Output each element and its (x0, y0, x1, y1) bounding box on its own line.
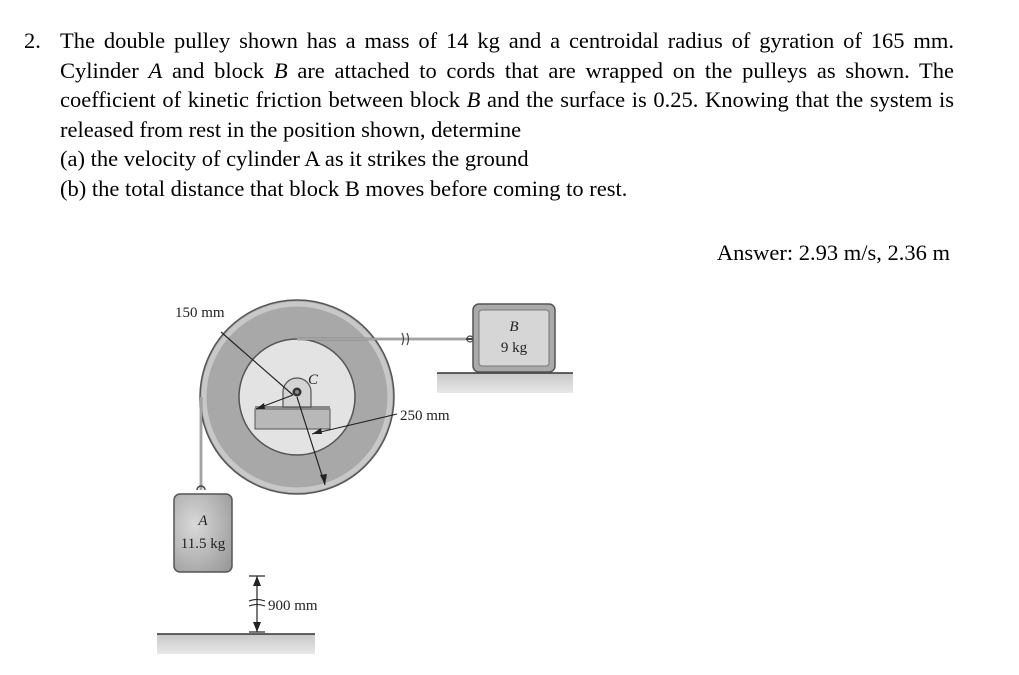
ground-a (157, 634, 315, 654)
cylinder-a-name: A (198, 513, 208, 529)
ground-b (437, 373, 573, 393)
problem-text: The double pulley shown has a mass of 14 kg and a centroidal radius of gyration of 165 mm. Cylinder A and block B are attached to cords that are wrapped on the pulleys as shown. The coefficient of kinetic friction between block B and the surface is 0.25. Knowing that the system is released from rest in the position shown, determine (60, 28, 954, 142)
inner-radius-label: 150 mm (175, 305, 225, 321)
problem-number: 2. (24, 28, 41, 53)
outer-radius-label: 250 mm (400, 408, 450, 424)
support-base (255, 409, 330, 429)
drop-height-label: 900 mm (268, 598, 318, 614)
answer-line: Answer: 2.93 m/s, 2.36 m (716, 240, 950, 265)
part-b: (b) the total distance that block B moves before coming to rest. (60, 175, 628, 201)
cylinder-a-mass: 11.5 kg (180, 536, 226, 552)
cylinder-a (174, 494, 232, 572)
center-label: C (308, 372, 319, 388)
block-b-mass: 9 kg (500, 340, 528, 356)
block-b-name: B (509, 319, 519, 335)
part-a: (a) the velocity of cylinder A as it strikes the ground (60, 146, 529, 171)
